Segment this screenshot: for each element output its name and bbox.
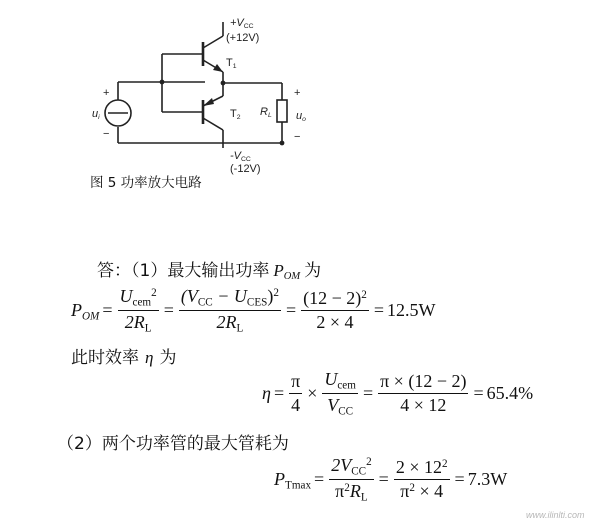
- t2-label: $T_2$: [230, 108, 241, 122]
- junction-dot: [221, 81, 226, 86]
- eq2-fraction-3: $\frac{\pi \times (12 - 2)}{4 \times 12}$: [380, 371, 467, 416]
- circuit-diagram: [0, 0, 608, 200]
- eq1-result: 12.5W: [386, 300, 436, 321]
- eq1-fraction-3: $\frac{(12 - 2)^2}{2 \times 4}$: [303, 288, 367, 333]
- load-resistor: [277, 100, 287, 122]
- watermark: www.ilinlti.com: [526, 510, 585, 520]
- eq2-result: 65.4%: [486, 383, 534, 404]
- t2-collector: [203, 118, 223, 130]
- output-minus-sign: −: [294, 131, 301, 143]
- junction-dot: [280, 141, 285, 146]
- input-plus-sign: +: [103, 87, 110, 99]
- eq3-fraction-2: $\frac{2 \times 12^2}{\pi^2 \times 4}$: [395, 457, 448, 502]
- vcc-pos-value: (+12V): [226, 32, 260, 44]
- junction-dot: [160, 80, 165, 85]
- eq1-fraction-1: $\frac{U_{cem}^2}{2R_L}$: [119, 286, 157, 335]
- equation-ptmax: $P_{Tmax}$ = $\frac{2V_{CC}^2}{\pi^2R_L}$ = $\frac{2 \times 12^2}{\pi^2 \times 4}$ = 7.3W: [274, 455, 508, 504]
- output-plus-sign: +: [294, 87, 301, 99]
- eq3-result: 7.3W: [467, 469, 508, 490]
- vcc-neg-label: $-V_{CC}$: [230, 150, 251, 164]
- eq1-lhs: $P_{OM}$: [71, 299, 100, 322]
- t1-label: $T_1$: [226, 57, 237, 71]
- figure-caption: 图 5 功率放大电路: [90, 175, 202, 191]
- part1-heading: 答：（1）最大输出功率 $P_{OM}$ 为: [97, 261, 322, 283]
- uo-label: $u_o$: [296, 110, 306, 124]
- eq2-fraction-2: $\frac{U_{cem}}{V_{CC}}$: [324, 369, 356, 418]
- eq3-lhs: $P_{Tmax}$: [274, 468, 312, 491]
- eq2-fraction-1: $\frac{\pi}{4}$: [291, 371, 301, 416]
- t2-emitter-arrow: [203, 98, 214, 106]
- part2-heading: （2）两个功率管的最大管耗为: [57, 434, 289, 454]
- vcc-neg-value: (-12V): [230, 163, 261, 175]
- equation-efficiency: η = $\frac{\pi}{4}$ × $\frac{U_{cem}}{V_{CC}}$ = $\frac{\pi \times (12 - 2)}{4 \times 12}$ = 65.4%: [262, 369, 534, 418]
- eq2-lhs: η: [262, 383, 271, 404]
- t1-collector: [203, 36, 223, 48]
- rl-label: $R_L$: [260, 106, 272, 120]
- eq1-fraction-2: $\frac{(V_{CC} - U_{CES})^2}{2R_L}$: [180, 286, 279, 335]
- input-minus-sign: −: [103, 128, 110, 140]
- efficiency-heading: 此时效率 η 为: [71, 348, 177, 368]
- vcc-pos-label: $+V_{CC}$: [230, 17, 254, 31]
- eq3-fraction-1: $\frac{2V_{CC}^2}{\pi^2R_L}$: [331, 455, 372, 504]
- ui-label: $u_i$: [92, 108, 100, 122]
- equation-pom: $P_{OM}$ = $\frac{U_{cem}^2}{2R_L}$ = $\frac{(V_{CC} - U_{CES})^2}{2R_L}$ = $\frac{(12 - 2)^2}{2 \times 4}$ = 12.5W: [71, 286, 436, 335]
- t1-emitter-arrow: [213, 64, 223, 72]
